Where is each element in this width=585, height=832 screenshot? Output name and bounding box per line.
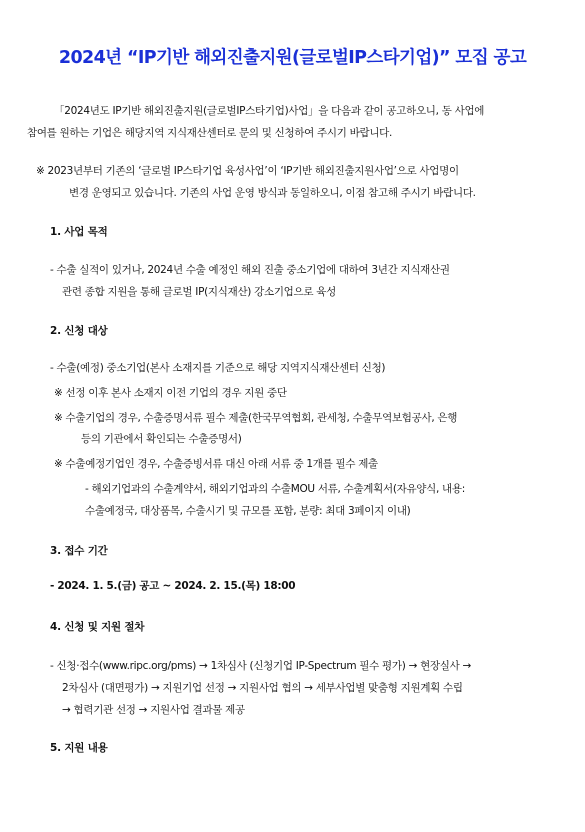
eligibility-line-1: - 수출(예정) 중소기업(본사 소재지를 기준으로 해당 지역지식재산센터 신청) xyxy=(50,362,386,374)
section-heading-process: 4. 신청 및 지원 절차 xyxy=(50,621,145,633)
purpose-line-2: 관련 종합 지원을 통해 글로벌 IP(지식재산) 강소기업으로 육성 xyxy=(62,286,336,298)
page-title: 2024년 “IP기반 해외진출지원(글로벌IP스타기업)” 모집 공고 xyxy=(58,48,527,68)
eligibility-doc-line-1: - 해외기업과의 수출계약서, 해외기업과의 수출MOU 서류, 수출계획서(자유양식, 내용: xyxy=(85,483,465,495)
eligibility-note-1: ※ 선정 이후 본사 소재지 이전 기업의 경우 지원 중단 xyxy=(54,387,287,399)
section-heading-eligibility: 2. 신청 대상 xyxy=(50,325,108,337)
process-line-2: 2차심사 (대면평가) → 지원기업 선정 → 지원사업 협의 → 세부사업별 맞춤형 지원계획 수립 xyxy=(62,682,463,694)
purpose-line-1: - 수출 실적이 있거나, 2024년 수출 예정인 해외 진출 중소기업에 대하여 3년간 지식재산권 xyxy=(50,264,450,276)
eligibility-note-3: ※ 수출예정기업인 경우, 수출증빙서류 대신 아래 서류 중 1개를 필수 제출 xyxy=(54,458,378,470)
section-heading-period: 3. 접수 기간 xyxy=(50,545,108,557)
eligibility-doc-line-2: 수출예정국, 대상품목, 수출시기 및 규모를 포함, 분량: 최대 3페이지 이내) xyxy=(85,505,411,517)
eligibility-note-2: ※ 수출기업의 경우, 수출증명서류 필수 제출(한국무역협회, 관세청, 수출무역보험공사, 은행 xyxy=(54,412,458,424)
note-line-2: 변경 운영되고 있습니다. 기존의 사업 운영 방식과 동일하오니, 이점 참고해 주시기 바랍니다. xyxy=(69,187,476,199)
section-heading-support: 5. 지원 내용 xyxy=(50,742,108,754)
intro-line-2: 참여를 원하는 기업은 해당지역 지식재산센터로 문의 및 신청하여 주시기 바랍니다. xyxy=(27,127,393,139)
section-heading-purpose: 1. 사업 목적 xyxy=(50,226,108,238)
note-line-1: ※ 2023년부터 기존의 ‘글로벌 IP스타기업 육성사업’이 ‘IP기반 해외진출지원사업’으로 사업명이 xyxy=(36,165,459,177)
process-line-1: - 신청·접수(www.ripc.org/pms) → 1차심사 (신청기업 IP-Spectrum 필수 평가) → 현장실사 → xyxy=(50,660,472,672)
period-line: - 2024. 1. 5.(금) 공고 ~ 2024. 2. 15.(목) 18:00 xyxy=(50,580,296,592)
intro-line-1: 「2024년도 IP기반 해외진출지원(글로벌IP스타기업)사업」을 다음과 같이 공고하오니, 동 사업에 xyxy=(54,105,485,117)
eligibility-note-2b: 등의 기관에서 확인되는 수출증명서) xyxy=(81,433,242,445)
process-line-3: → 협력기관 선정 → 지원사업 결과물 제공 xyxy=(62,704,245,716)
